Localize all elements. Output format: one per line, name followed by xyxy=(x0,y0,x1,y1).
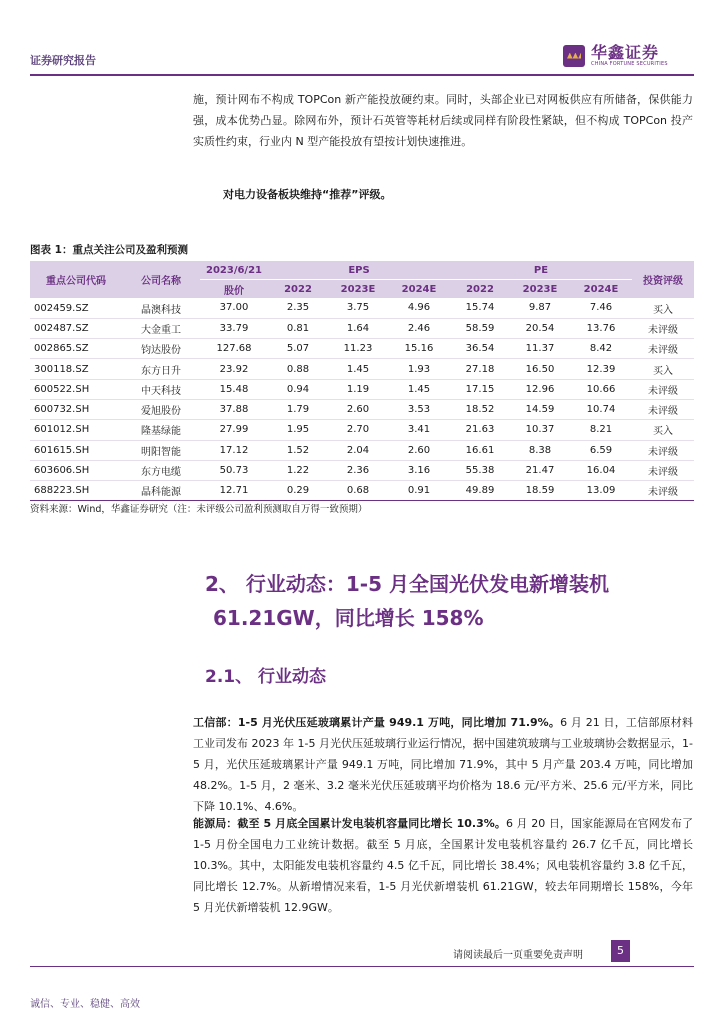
cell-eps3: 1.93 xyxy=(388,359,450,379)
cell-eps2: 0.68 xyxy=(328,481,388,501)
cell-code: 002865.SZ xyxy=(30,339,122,359)
cell-name: 晶澳科技 xyxy=(122,298,200,318)
cell-code: 603606.SH xyxy=(30,460,122,480)
cell-pe2: 8.38 xyxy=(510,440,570,460)
header-divider xyxy=(30,74,694,76)
header-pe-2022: 2022 xyxy=(450,280,510,299)
cell-code: 002459.SZ xyxy=(30,298,122,318)
header-eps-2022: 2022 xyxy=(268,280,328,299)
cell-eps3: 15.16 xyxy=(388,339,450,359)
cell-price: 15.48 xyxy=(200,379,268,399)
cell-eps2: 3.75 xyxy=(328,298,388,318)
intro-paragraph: 施，预计网布不构成 TOPCon 新产能投放硬约束。同时，头部企业已对网板供应有所储备，保供能力强，成本优势凸显。除网布外，预计石英管等耗材后续或同样有阶段性紧缺，但不构成 TOPCon 投产实质性约束，行业内 N 型产能投放有望按计划快速推进。 xyxy=(193,93,693,148)
cell-name: 钧达股份 xyxy=(122,339,200,359)
header-rating: 投资评级 xyxy=(632,261,694,298)
table-row xyxy=(30,481,694,501)
logo-name-en: CHINA FORTUNE SECURITIES xyxy=(591,61,668,67)
cell-pe3: 16.04 xyxy=(570,460,632,480)
cell-rating: 未评级 xyxy=(632,379,694,399)
cell-pe2: 20.54 xyxy=(510,318,570,338)
cell-pe2: 18.59 xyxy=(510,481,570,501)
cell-pe2: 16.50 xyxy=(510,359,570,379)
cell-eps1: 0.29 xyxy=(268,481,328,501)
cell-pe1: 55.38 xyxy=(450,460,510,480)
cell-pe2: 21.47 xyxy=(510,460,570,480)
cell-eps1: 1.95 xyxy=(268,420,328,440)
logo-mark-icon xyxy=(563,45,585,67)
table-row xyxy=(30,298,694,318)
table-row xyxy=(30,318,694,338)
cell-pe3: 8.21 xyxy=(570,420,632,440)
cell-name: 中天科技 xyxy=(122,379,200,399)
header-pe-2023e: 2023E xyxy=(510,280,570,299)
cell-eps1: 1.22 xyxy=(268,460,328,480)
cell-rating: 未评级 xyxy=(632,460,694,480)
section-heading-line1: 2、 行业动态：1-5 月全国光伏发电新增装机 xyxy=(205,572,609,596)
cell-rating: 买入 xyxy=(632,298,694,318)
cell-eps2: 1.45 xyxy=(328,359,388,379)
cell-rating: 买入 xyxy=(632,420,694,440)
table-row xyxy=(30,440,694,460)
cell-code: 002487.SZ xyxy=(30,318,122,338)
cell-code: 600732.SH xyxy=(30,399,122,419)
cell-pe1: 49.89 xyxy=(450,481,510,501)
disclaimer-note: 请阅读最后一页重要免责声明 xyxy=(453,950,583,961)
cell-code: 601012.SH xyxy=(30,420,122,440)
cell-rating: 未评级 xyxy=(632,318,694,338)
subsection-heading: 2.1、 行业动态 xyxy=(205,667,327,687)
cell-rating: 未评级 xyxy=(632,339,694,359)
cell-eps3: 3.41 xyxy=(388,420,450,440)
cell-eps2: 2.60 xyxy=(328,399,388,419)
header-pe-2024e: 2024E xyxy=(570,280,632,299)
cell-eps3: 2.46 xyxy=(388,318,450,338)
cell-price: 12.71 xyxy=(200,481,268,501)
cell-pe3: 10.66 xyxy=(570,379,632,399)
cell-eps3: 0.91 xyxy=(388,481,450,501)
footer-divider xyxy=(30,966,694,967)
cell-code: 601615.SH xyxy=(30,440,122,460)
cell-eps2: 11.23 xyxy=(328,339,388,359)
cell-pe2: 11.37 xyxy=(510,339,570,359)
cell-pe1: 17.15 xyxy=(450,379,510,399)
logo-name-cn: 华鑫证券 xyxy=(591,43,660,62)
page-number: 5 xyxy=(611,940,630,962)
cell-pe2: 14.59 xyxy=(510,399,570,419)
table-title: 图表 1：重点关注公司及盈利预测 xyxy=(30,244,188,256)
table-source: 资料来源：Wind，华鑫证券研究（注：未评级公司盈利预测取自万得一致预期） xyxy=(30,504,368,515)
cell-name: 爱旭股份 xyxy=(122,399,200,419)
cell-pe3: 13.76 xyxy=(570,318,632,338)
cell-pe3: 7.46 xyxy=(570,298,632,318)
header-price: 股价 xyxy=(200,280,268,299)
cell-price: 27.99 xyxy=(200,420,268,440)
header-code: 重点公司代码 xyxy=(30,261,122,298)
cell-pe1: 15.74 xyxy=(450,298,510,318)
report-type-label: 证券研究报告 xyxy=(30,54,96,67)
cell-rating: 未评级 xyxy=(632,440,694,460)
cell-name: 晶科能源 xyxy=(122,481,200,501)
cell-price: 17.12 xyxy=(200,440,268,460)
cell-eps3: 1.45 xyxy=(388,379,450,399)
cell-price: 33.79 xyxy=(200,318,268,338)
cell-price: 127.68 xyxy=(200,339,268,359)
cell-pe3: 6.59 xyxy=(570,440,632,460)
cell-eps2: 2.04 xyxy=(328,440,388,460)
news-miit xyxy=(193,712,693,817)
cell-pe3: 8.42 xyxy=(570,339,632,359)
cell-code: 300118.SZ xyxy=(30,359,122,379)
cell-rating: 买入 xyxy=(632,359,694,379)
cell-name: 隆基绿能 xyxy=(122,420,200,440)
cell-pe1: 36.54 xyxy=(450,339,510,359)
cell-eps3: 3.53 xyxy=(388,399,450,419)
cell-eps3: 4.96 xyxy=(388,298,450,318)
cell-code: 688223.SH xyxy=(30,481,122,501)
cell-price: 50.73 xyxy=(200,460,268,480)
news-nea-body: 6 月 20 日，国家能源局在官网发布了 1-5 月份全国电力工业统计数据。截至 5 月底，全国累计发电装机容量约 26.7 亿千瓦，同比增长 10.3%。其中，太阳能发电装机容量约 4.5 亿千瓦，同比增长 38.4%；风电装机容量约 3.8 亿千瓦，同比增长 12.7%。从新增情况来看，1-5 月光伏新增装机 61.21GW，较去年同期增长 158%，今年 5 月光伏新增装机 12.9GW。 xyxy=(193,817,694,914)
cell-pe1: 18.52 xyxy=(450,399,510,419)
cell-eps2: 1.64 xyxy=(328,318,388,338)
cell-rating: 未评级 xyxy=(632,481,694,501)
cell-pe3: 10.74 xyxy=(570,399,632,419)
news-nea-lead: 能源局：截至 5 月底全国累计发电装机容量同比增长 10.3%。 xyxy=(193,817,506,830)
cell-name: 大金重工 xyxy=(122,318,200,338)
cell-eps1: 1.52 xyxy=(268,440,328,460)
brand-logo xyxy=(563,44,668,67)
table-row xyxy=(30,359,694,379)
cell-eps1: 2.35 xyxy=(268,298,328,318)
table-row xyxy=(30,420,694,440)
cell-pe2: 10.37 xyxy=(510,420,570,440)
cell-eps2: 1.19 xyxy=(328,379,388,399)
cell-eps2: 2.36 xyxy=(328,460,388,480)
rating-statement: 对电力设备板块维持“推荐”评级。 xyxy=(223,188,392,201)
cell-eps3: 2.60 xyxy=(388,440,450,460)
cell-eps2: 2.70 xyxy=(328,420,388,440)
news-nea xyxy=(193,813,693,918)
table-row xyxy=(30,460,694,480)
cell-name: 东方日升 xyxy=(122,359,200,379)
section-heading-line2: 61.21GW，同比增长 158% xyxy=(213,606,484,630)
cell-price: 37.88 xyxy=(200,399,268,419)
cell-pe1: 21.63 xyxy=(450,420,510,440)
cell-pe1: 27.18 xyxy=(450,359,510,379)
table-row xyxy=(30,379,694,399)
header-pe: PE xyxy=(450,261,632,280)
cell-eps1: 0.94 xyxy=(268,379,328,399)
news-miit-body: 6 月 21 日，工信部原材料工业司发布 2023 年 1-5 月光伏压延玻璃行业运行情况，据中国建筑玻璃与工业玻璃协会数据显示，1-5 月，光伏压延玻璃累计产量 949.1 万吨，同比增加 71.9%，其中 5 月产量 203.4 万吨，同比增加 48.2%。1-5 月，2 毫米、3.2 毫米光伏压延玻璃平均价格为 18.6 元/平方米、25.6 元/平方米，同比下降 10.1%、4.6%。 xyxy=(193,716,693,813)
cell-pe2: 9.87 xyxy=(510,298,570,318)
cell-rating: 未评级 xyxy=(632,399,694,419)
cell-pe1: 58.59 xyxy=(450,318,510,338)
header-eps: EPS xyxy=(268,261,450,280)
header-eps-2023e: 2023E xyxy=(328,280,388,299)
cell-code: 600522.SH xyxy=(30,379,122,399)
cell-pe3: 13.09 xyxy=(570,481,632,501)
forecast-table xyxy=(30,261,694,501)
header-date: 2023/6/21 xyxy=(200,261,268,280)
cell-price: 37.00 xyxy=(200,298,268,318)
news-miit-lead: 工信部：1-5 月光伏压延玻璃累计产量 949.1 万吨，同比增加 71.9%。 xyxy=(193,716,561,729)
footer-motto: 诚信、专业、稳健、高效 xyxy=(30,999,140,1010)
table-row xyxy=(30,339,694,359)
table-row xyxy=(30,399,694,419)
cell-name: 明阳智能 xyxy=(122,440,200,460)
header-name: 公司名称 xyxy=(122,261,200,298)
cell-pe2: 12.96 xyxy=(510,379,570,399)
cell-name: 东方电缆 xyxy=(122,460,200,480)
cell-eps3: 3.16 xyxy=(388,460,450,480)
cell-eps1: 1.79 xyxy=(268,399,328,419)
cell-eps1: 5.07 xyxy=(268,339,328,359)
cell-pe3: 12.39 xyxy=(570,359,632,379)
cell-eps1: 0.88 xyxy=(268,359,328,379)
header-eps-2024e: 2024E xyxy=(388,280,450,299)
cell-eps1: 0.81 xyxy=(268,318,328,338)
cell-price: 23.92 xyxy=(200,359,268,379)
cell-pe1: 16.61 xyxy=(450,440,510,460)
